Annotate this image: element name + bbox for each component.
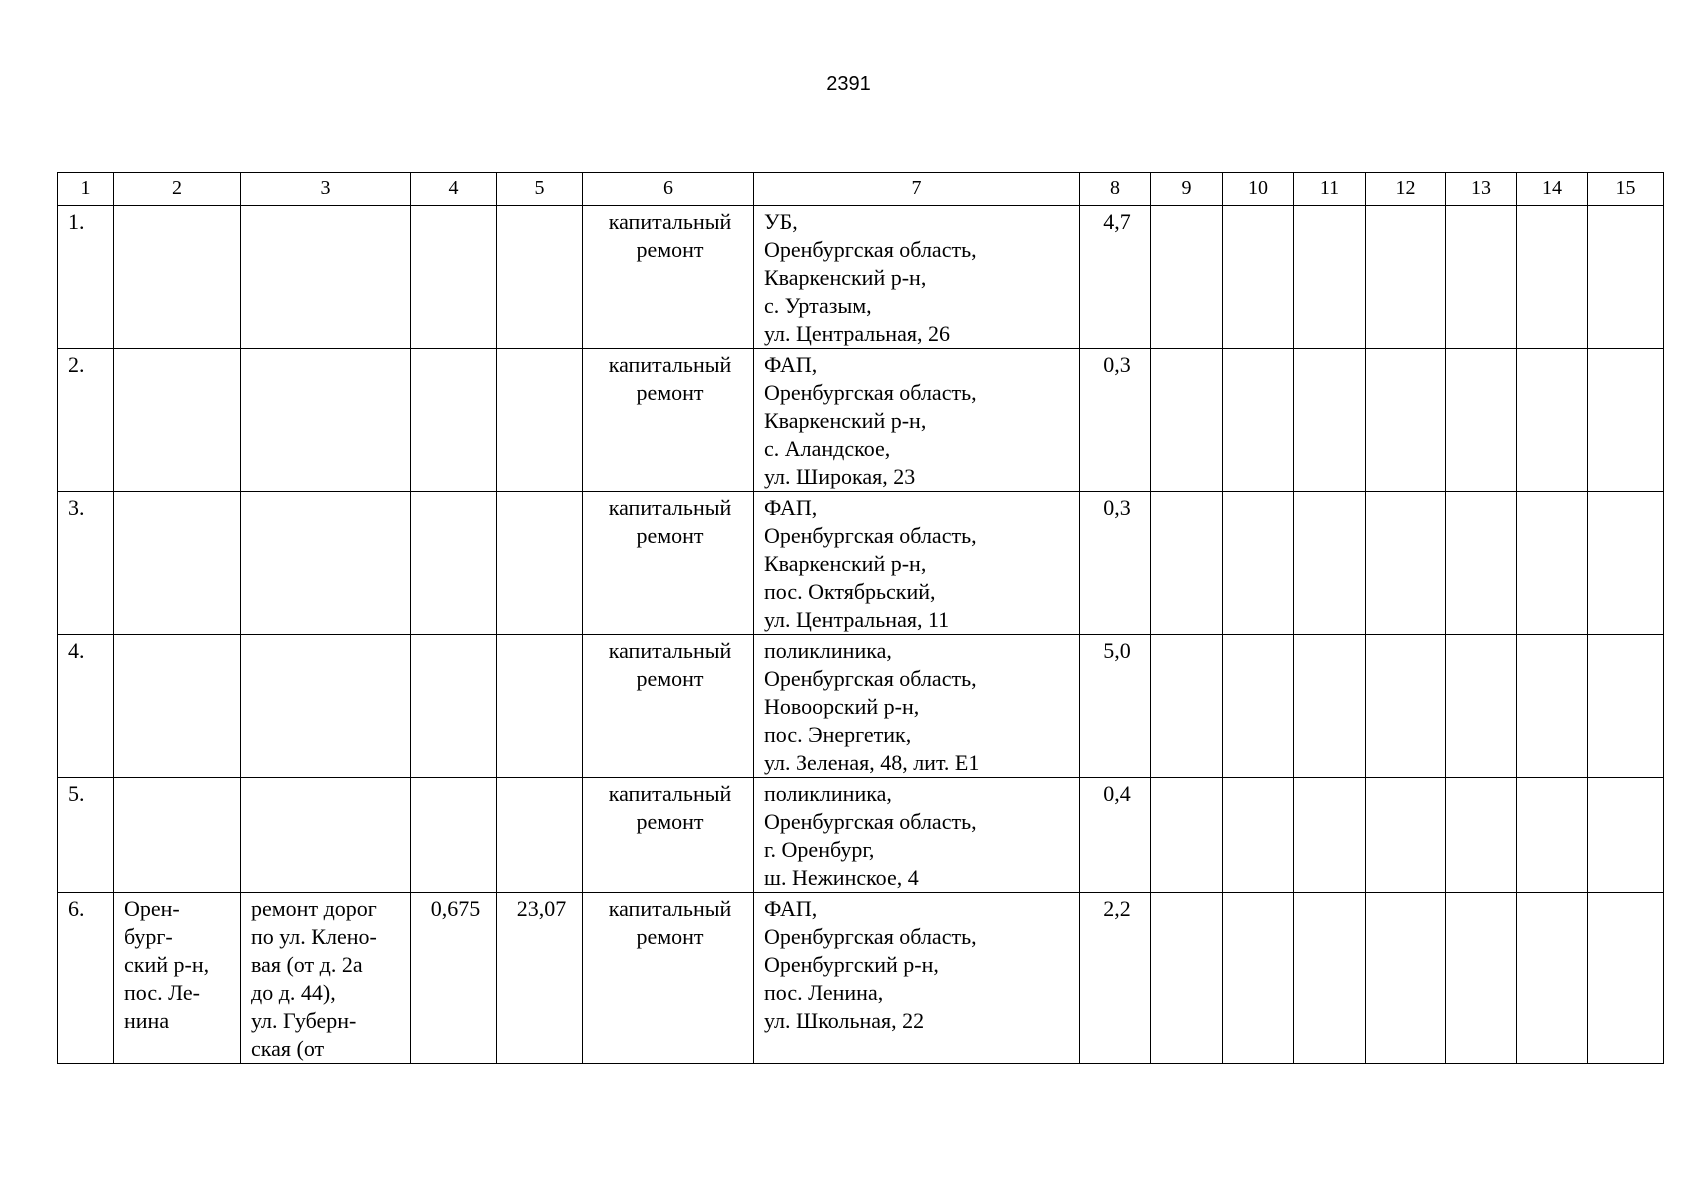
column-header: 1: [58, 173, 114, 206]
table-row: [58, 635, 1664, 778]
object-cell: поликлиника, Оренбургская область, Новоорский р-н, пос. Энергетик, ул. Зеленая, 48, лит. Е1: [754, 635, 1080, 778]
value-cell-8: 5,0: [1080, 635, 1151, 778]
column-header: 10: [1223, 173, 1294, 206]
object-cell: ФАП, Оренбургская область, Кваркенский р-н, с. Аландское, ул. Широкая, 23: [754, 349, 1080, 492]
empty-cell: [1517, 206, 1588, 349]
value-cell-5: [497, 349, 583, 492]
description-cell: [241, 349, 411, 492]
column-header: 4: [411, 173, 497, 206]
column-header: 9: [1151, 173, 1223, 206]
object-cell: поликлиника, Оренбургская область, г. Оренбург, ш. Нежинское, 4: [754, 778, 1080, 893]
empty-cell: [1223, 893, 1294, 1064]
table-row: [58, 492, 1664, 635]
empty-cell: [1366, 893, 1446, 1064]
empty-cell: [1446, 206, 1517, 349]
empty-cell: [1588, 206, 1664, 349]
work-type-cell: капитальный ремонт: [583, 893, 754, 1064]
empty-cell: [1366, 349, 1446, 492]
district-cell: Орен- бург- ский р-н, пос. Ле- нина: [114, 893, 241, 1064]
value-cell-5: [497, 778, 583, 893]
empty-cell: [1223, 492, 1294, 635]
description-cell: [241, 492, 411, 635]
empty-cell: [1588, 492, 1664, 635]
value-cell-5: [497, 635, 583, 778]
value-cell-8: 2,2: [1080, 893, 1151, 1064]
empty-cell: [1294, 349, 1366, 492]
empty-cell: [1151, 893, 1223, 1064]
empty-cell: [1151, 492, 1223, 635]
empty-cell: [1588, 893, 1664, 1064]
work-type-cell: капитальный ремонт: [583, 349, 754, 492]
empty-cell: [1517, 349, 1588, 492]
empty-cell: [1517, 492, 1588, 635]
row-number: 1.: [58, 206, 114, 349]
row-number: 4.: [58, 635, 114, 778]
empty-cell: [1294, 778, 1366, 893]
table-row: [58, 893, 1664, 1064]
empty-cell: [1223, 206, 1294, 349]
empty-cell: [1294, 492, 1366, 635]
district-cell: [114, 492, 241, 635]
empty-cell: [1151, 206, 1223, 349]
row-number: 5.: [58, 778, 114, 893]
empty-cell: [1223, 635, 1294, 778]
column-header: 12: [1366, 173, 1446, 206]
page-number: 2391: [826, 73, 871, 95]
value-cell-4: 0,675: [411, 893, 497, 1064]
row-number: 6.: [58, 893, 114, 1064]
empty-cell: [1517, 893, 1588, 1064]
value-cell-4: [411, 778, 497, 893]
empty-cell: [1366, 778, 1446, 893]
work-type-cell: капитальный ремонт: [583, 778, 754, 893]
empty-cell: [1151, 635, 1223, 778]
column-header: 8: [1080, 173, 1151, 206]
column-header: 7: [754, 173, 1080, 206]
column-header: 15: [1588, 173, 1664, 206]
value-cell-4: [411, 206, 497, 349]
object-cell: ФАП, Оренбургская область, Оренбургский р-н, пос. Ленина, ул. Школьная, 22: [754, 893, 1080, 1064]
column-header: 14: [1517, 173, 1588, 206]
value-cell-4: [411, 635, 497, 778]
value-cell-8: 0,3: [1080, 349, 1151, 492]
empty-cell: [1294, 206, 1366, 349]
object-cell: УБ, Оренбургская область, Кваркенский р-н, с. Уртазым, ул. Центральная, 26: [754, 206, 1080, 349]
empty-cell: [1588, 635, 1664, 778]
empty-cell: [1366, 492, 1446, 635]
object-cell: ФАП, Оренбургская область, Кваркенский р-н, пос. Октябрьский, ул. Центральная, 11: [754, 492, 1080, 635]
empty-cell: [1366, 206, 1446, 349]
table-row: [58, 206, 1664, 349]
value-cell-5: [497, 206, 583, 349]
work-type-cell: капитальный ремонт: [583, 492, 754, 635]
column-header: 6: [583, 173, 754, 206]
value-cell-8: 0,3: [1080, 492, 1151, 635]
value-cell-5: [497, 492, 583, 635]
header-row: [58, 173, 1664, 206]
value-cell-8: 4,7: [1080, 206, 1151, 349]
district-cell: [114, 778, 241, 893]
table-row: [58, 349, 1664, 492]
empty-cell: [1446, 635, 1517, 778]
description-cell: ремонт дорог по ул. Клено- вая (от д. 2а до д. 44), ул. Губерн- ская (от: [241, 893, 411, 1064]
empty-cell: [1366, 635, 1446, 778]
row-number: 3.: [58, 492, 114, 635]
work-type-cell: капитальный ремонт: [583, 206, 754, 349]
district-cell: [114, 206, 241, 349]
empty-cell: [1517, 778, 1588, 893]
empty-cell: [1223, 778, 1294, 893]
row-number: 2.: [58, 349, 114, 492]
description-cell: [241, 635, 411, 778]
column-header: 13: [1446, 173, 1517, 206]
value-cell-4: [411, 349, 497, 492]
value-cell-5: 23,07: [497, 893, 583, 1064]
empty-cell: [1588, 778, 1664, 893]
work-type-cell: капитальный ремонт: [583, 635, 754, 778]
description-cell: [241, 206, 411, 349]
empty-cell: [1294, 893, 1366, 1064]
table-row: [58, 778, 1664, 893]
empty-cell: [1517, 635, 1588, 778]
column-header: 11: [1294, 173, 1366, 206]
value-cell-8: 0,4: [1080, 778, 1151, 893]
empty-cell: [1446, 778, 1517, 893]
empty-cell: [1446, 492, 1517, 635]
description-cell: [241, 778, 411, 893]
district-cell: [114, 349, 241, 492]
empty-cell: [1151, 778, 1223, 893]
empty-cell: [1446, 893, 1517, 1064]
value-cell-4: [411, 492, 497, 635]
empty-cell: [1588, 349, 1664, 492]
empty-cell: [1294, 635, 1366, 778]
data-table: [57, 172, 1664, 1064]
column-header: 3: [241, 173, 411, 206]
column-header: 2: [114, 173, 241, 206]
empty-cell: [1223, 349, 1294, 492]
district-cell: [114, 635, 241, 778]
empty-cell: [1446, 349, 1517, 492]
empty-cell: [1151, 349, 1223, 492]
column-header: 5: [497, 173, 583, 206]
